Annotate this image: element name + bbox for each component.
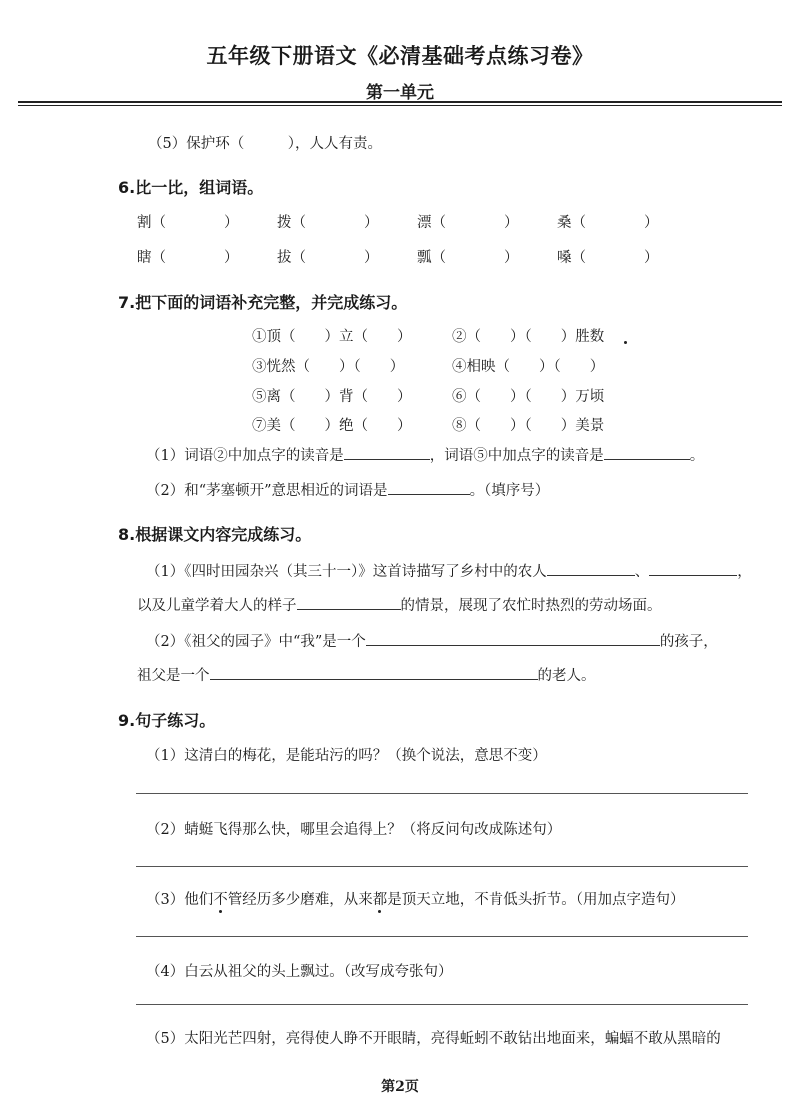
q9-sentence-4: （4）白云从祖父的头上飘过。（改写成夸张句） <box>146 964 453 980</box>
q8-sub1-sep: 、 <box>634 564 650 580</box>
q7-word-1: ①顶（ ）立（ ） <box>252 329 412 345</box>
dotted-char-bu: 不 <box>213 892 228 908</box>
q8-sub1-line2 <box>137 594 662 615</box>
unit-title: 第一单元 <box>366 83 434 103</box>
q5-item-5: （5）保护环（ ），人人有责。 <box>148 136 382 152</box>
header-rule-thin <box>18 105 782 106</box>
page-title: 五年级下册语文《必清基础考点练习卷》 <box>206 43 594 68</box>
q8-sub1-text-a: （1）《四时田园杂兴（其三十一）》这首诗描写了乡村中的农人 <box>146 564 547 580</box>
q9-sentence-5: （5）太阳光芒四射，亮得使人睁不开眼睛，亮得蚯蚓不敢钻出地面来，蝙蝠不敢从黑暗的 <box>146 1031 721 1047</box>
q7-sub1-text-b: ，词语⑤中加点字的读音是 <box>429 448 604 464</box>
q8-sub2-line2 <box>137 664 596 685</box>
q9-s3-text-c: 是顶天立地，不肯低头折节。（用加点字造句） <box>387 892 685 908</box>
answer-blank[interactable] <box>547 561 635 576</box>
q7-word-2: ②（ ）（ ）胜数 <box>452 329 605 345</box>
q8-sub2-line2-text-a: 祖父是一个 <box>137 668 210 684</box>
q9-sentence-3 <box>146 888 684 909</box>
q9-s3-text-a: （3）他们 <box>146 892 214 908</box>
q9-sentence-1: （1）这清白的梅花，是能玷污的吗？（换个说法，意思不变） <box>146 748 547 764</box>
q7-sub1 <box>146 444 704 465</box>
answer-blank[interactable] <box>366 631 660 646</box>
q8-sub2-line2-text-b: 的老人。 <box>537 668 596 684</box>
q7-sub2 <box>146 479 549 500</box>
q7-word-3: ③恍然（ ）（ ） <box>252 359 405 375</box>
answer-line[interactable] <box>136 1004 748 1005</box>
q7-title: 7.把下面的词语补充完整，并完成练习。 <box>118 293 408 312</box>
q8-sub2-line1 <box>146 630 718 651</box>
answer-blank[interactable] <box>297 595 401 610</box>
answer-blank[interactable] <box>604 445 690 460</box>
q7-word-7: ⑦美（ ）绝（ ） <box>252 418 412 434</box>
q6-row1-item3: 漂（ ） <box>417 215 519 231</box>
answer-blank[interactable] <box>210 665 538 680</box>
q8-sub2-text-a: （2）《祖父的园子》中“我”是一个 <box>146 634 366 650</box>
q6-row2-item1: 瞎（ ） <box>137 250 239 266</box>
q9-title: 9.句子练习。 <box>118 711 216 730</box>
q7-sub2-text-b: 。（填序号） <box>469 483 550 499</box>
answer-line[interactable] <box>136 866 748 867</box>
q6-row2-item3: 瓢（ ） <box>417 250 519 266</box>
q9-sentence-2: （2）蜻蜓飞得那么快，哪里会追得上？（将反问句改成陈述句） <box>146 822 562 838</box>
q7-sub1-text-a: （1）词语②中加点字的读音是 <box>146 448 344 464</box>
q8-sub1-line1 <box>146 560 752 581</box>
answer-line[interactable] <box>136 793 748 794</box>
q7-word-4: ④相映（ ）（ ） <box>452 359 605 375</box>
header-rule-thick <box>18 101 782 103</box>
q8-title: 8.根据课文内容完成练习。 <box>118 525 312 544</box>
q7-word-6: ⑥（ ）（ ）万顷 <box>452 389 605 405</box>
q6-row2-item4: 嗓（ ） <box>557 250 659 266</box>
q7-word-8: ⑧（ ）（ ）美景 <box>452 418 605 434</box>
answer-blank[interactable] <box>649 561 737 576</box>
q6-row1-item2: 拨（ ） <box>277 215 379 231</box>
q6-row1-item4: 桑（ ） <box>557 215 659 231</box>
q8-sub1-line2-text-b: 的情景，展现了农忙时热烈的劳动场面。 <box>400 598 662 614</box>
q7-word-5: ⑤离（ ）背（ ） <box>252 389 412 405</box>
dotted-char-dou: 都 <box>372 892 388 908</box>
q6-row1-item1: 割（ ） <box>137 215 239 231</box>
emphasis-dot <box>624 341 627 344</box>
q6-row2-item2: 拔（ ） <box>277 250 379 266</box>
q6-title: 6.比一比，组词语。 <box>118 178 264 197</box>
q7-sub1-text-c: 。 <box>689 448 705 464</box>
answer-blank[interactable] <box>344 445 430 460</box>
answer-line[interactable] <box>136 936 748 937</box>
q8-sub1-end: ， <box>737 564 752 580</box>
page-number: 第2页 <box>381 1079 419 1095</box>
answer-blank[interactable] <box>388 480 470 495</box>
q7-sub2-text-a: （2）和“茅塞顿开”意思相近的词语是 <box>146 483 388 499</box>
q9-s3-text-b: 管经历多少磨难，从来 <box>227 892 373 908</box>
q8-sub2-text-b: 的孩子， <box>659 634 718 650</box>
q8-sub1-line2-text-a: 以及儿童学着大人的样子 <box>137 598 297 614</box>
